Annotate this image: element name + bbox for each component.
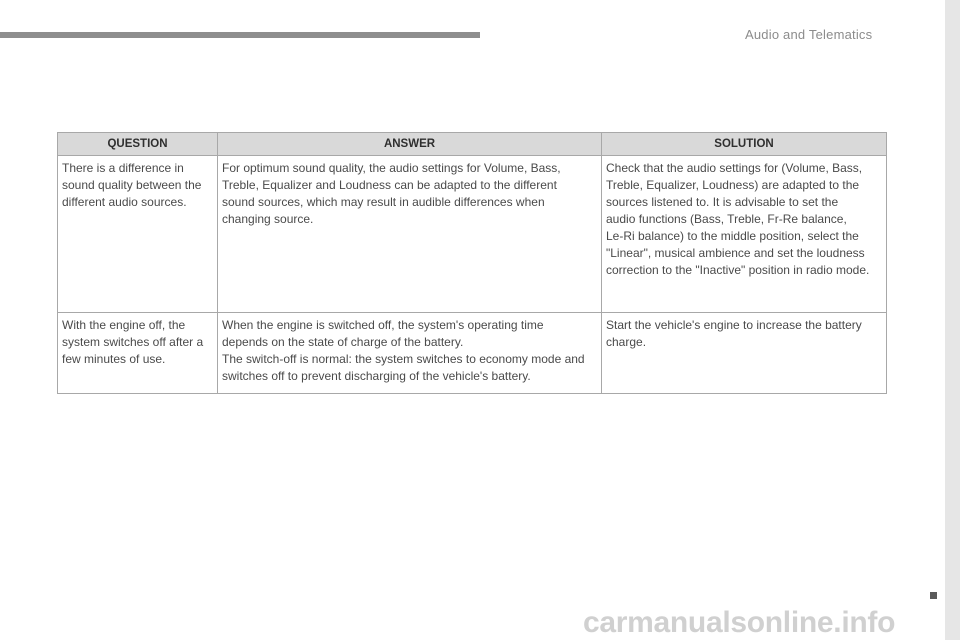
solution-cell xyxy=(602,313,887,394)
question-line: different audio sources. xyxy=(62,195,187,209)
question-cell xyxy=(58,156,218,313)
watermark: carmanualsonline.info xyxy=(583,606,896,639)
question-line: system switches off after a xyxy=(62,335,204,349)
solution-line: sources listened to. It is advisable to set the xyxy=(606,195,839,209)
solution-line: Check that the audio settings for (Volume, Bass, xyxy=(606,161,863,175)
solution-line: correction to the "Inactive" position in radio mode. xyxy=(606,263,870,277)
answer-line: Treble, Equalizer and Loudness can be adapted to the different xyxy=(222,178,557,192)
table-header-row xyxy=(58,133,887,156)
question-line: sound quality between the xyxy=(62,178,202,192)
solution-cell xyxy=(602,156,887,313)
answer-line: changing source. xyxy=(222,212,314,226)
column-header-solution: SOLUTION xyxy=(602,133,887,156)
table-row xyxy=(58,156,887,313)
solution-line: "Linear", musical ambience and set the loudness xyxy=(606,246,865,260)
faq-table xyxy=(57,132,887,394)
answer-cell xyxy=(218,156,602,313)
answer-line: switches off to prevent discharging of the vehicle's battery. xyxy=(222,369,531,383)
question-line: With the engine off, the xyxy=(62,318,186,332)
solution-line: Treble, Equalizer, Loudness) are adapted to the xyxy=(606,178,860,192)
table-row xyxy=(58,313,887,394)
solution-line: charge. xyxy=(606,335,647,349)
column-header-question: QUESTION xyxy=(58,133,218,156)
header-rule xyxy=(0,32,480,38)
answer-cell xyxy=(218,313,602,394)
page-marker-square xyxy=(930,592,937,599)
page-margin-strip xyxy=(945,0,960,640)
solution-line: audio functions (Bass, Treble, Fr-Re balance, xyxy=(606,212,847,226)
answer-line: The switch-off is normal: the system switches to economy mode and xyxy=(222,352,585,366)
column-header-answer: ANSWER xyxy=(218,133,602,156)
section-title: Audio and Telematics xyxy=(745,27,873,42)
answer-line: depends on the state of charge of the battery. xyxy=(222,335,464,349)
solution-line: Le-Ri balance) to the middle position, select the xyxy=(606,229,859,243)
question-cell xyxy=(58,313,218,394)
question-line: few minutes of use. xyxy=(62,352,166,366)
answer-line: When the engine is switched off, the system's operating time xyxy=(222,318,544,332)
answer-line: sound sources, which may result in audible differences when xyxy=(222,195,545,209)
solution-line: Start the vehicle's engine to increase the battery xyxy=(606,318,862,332)
answer-line: For optimum sound quality, the audio settings for Volume, Bass, xyxy=(222,161,561,175)
question-line: There is a difference in xyxy=(62,161,184,175)
